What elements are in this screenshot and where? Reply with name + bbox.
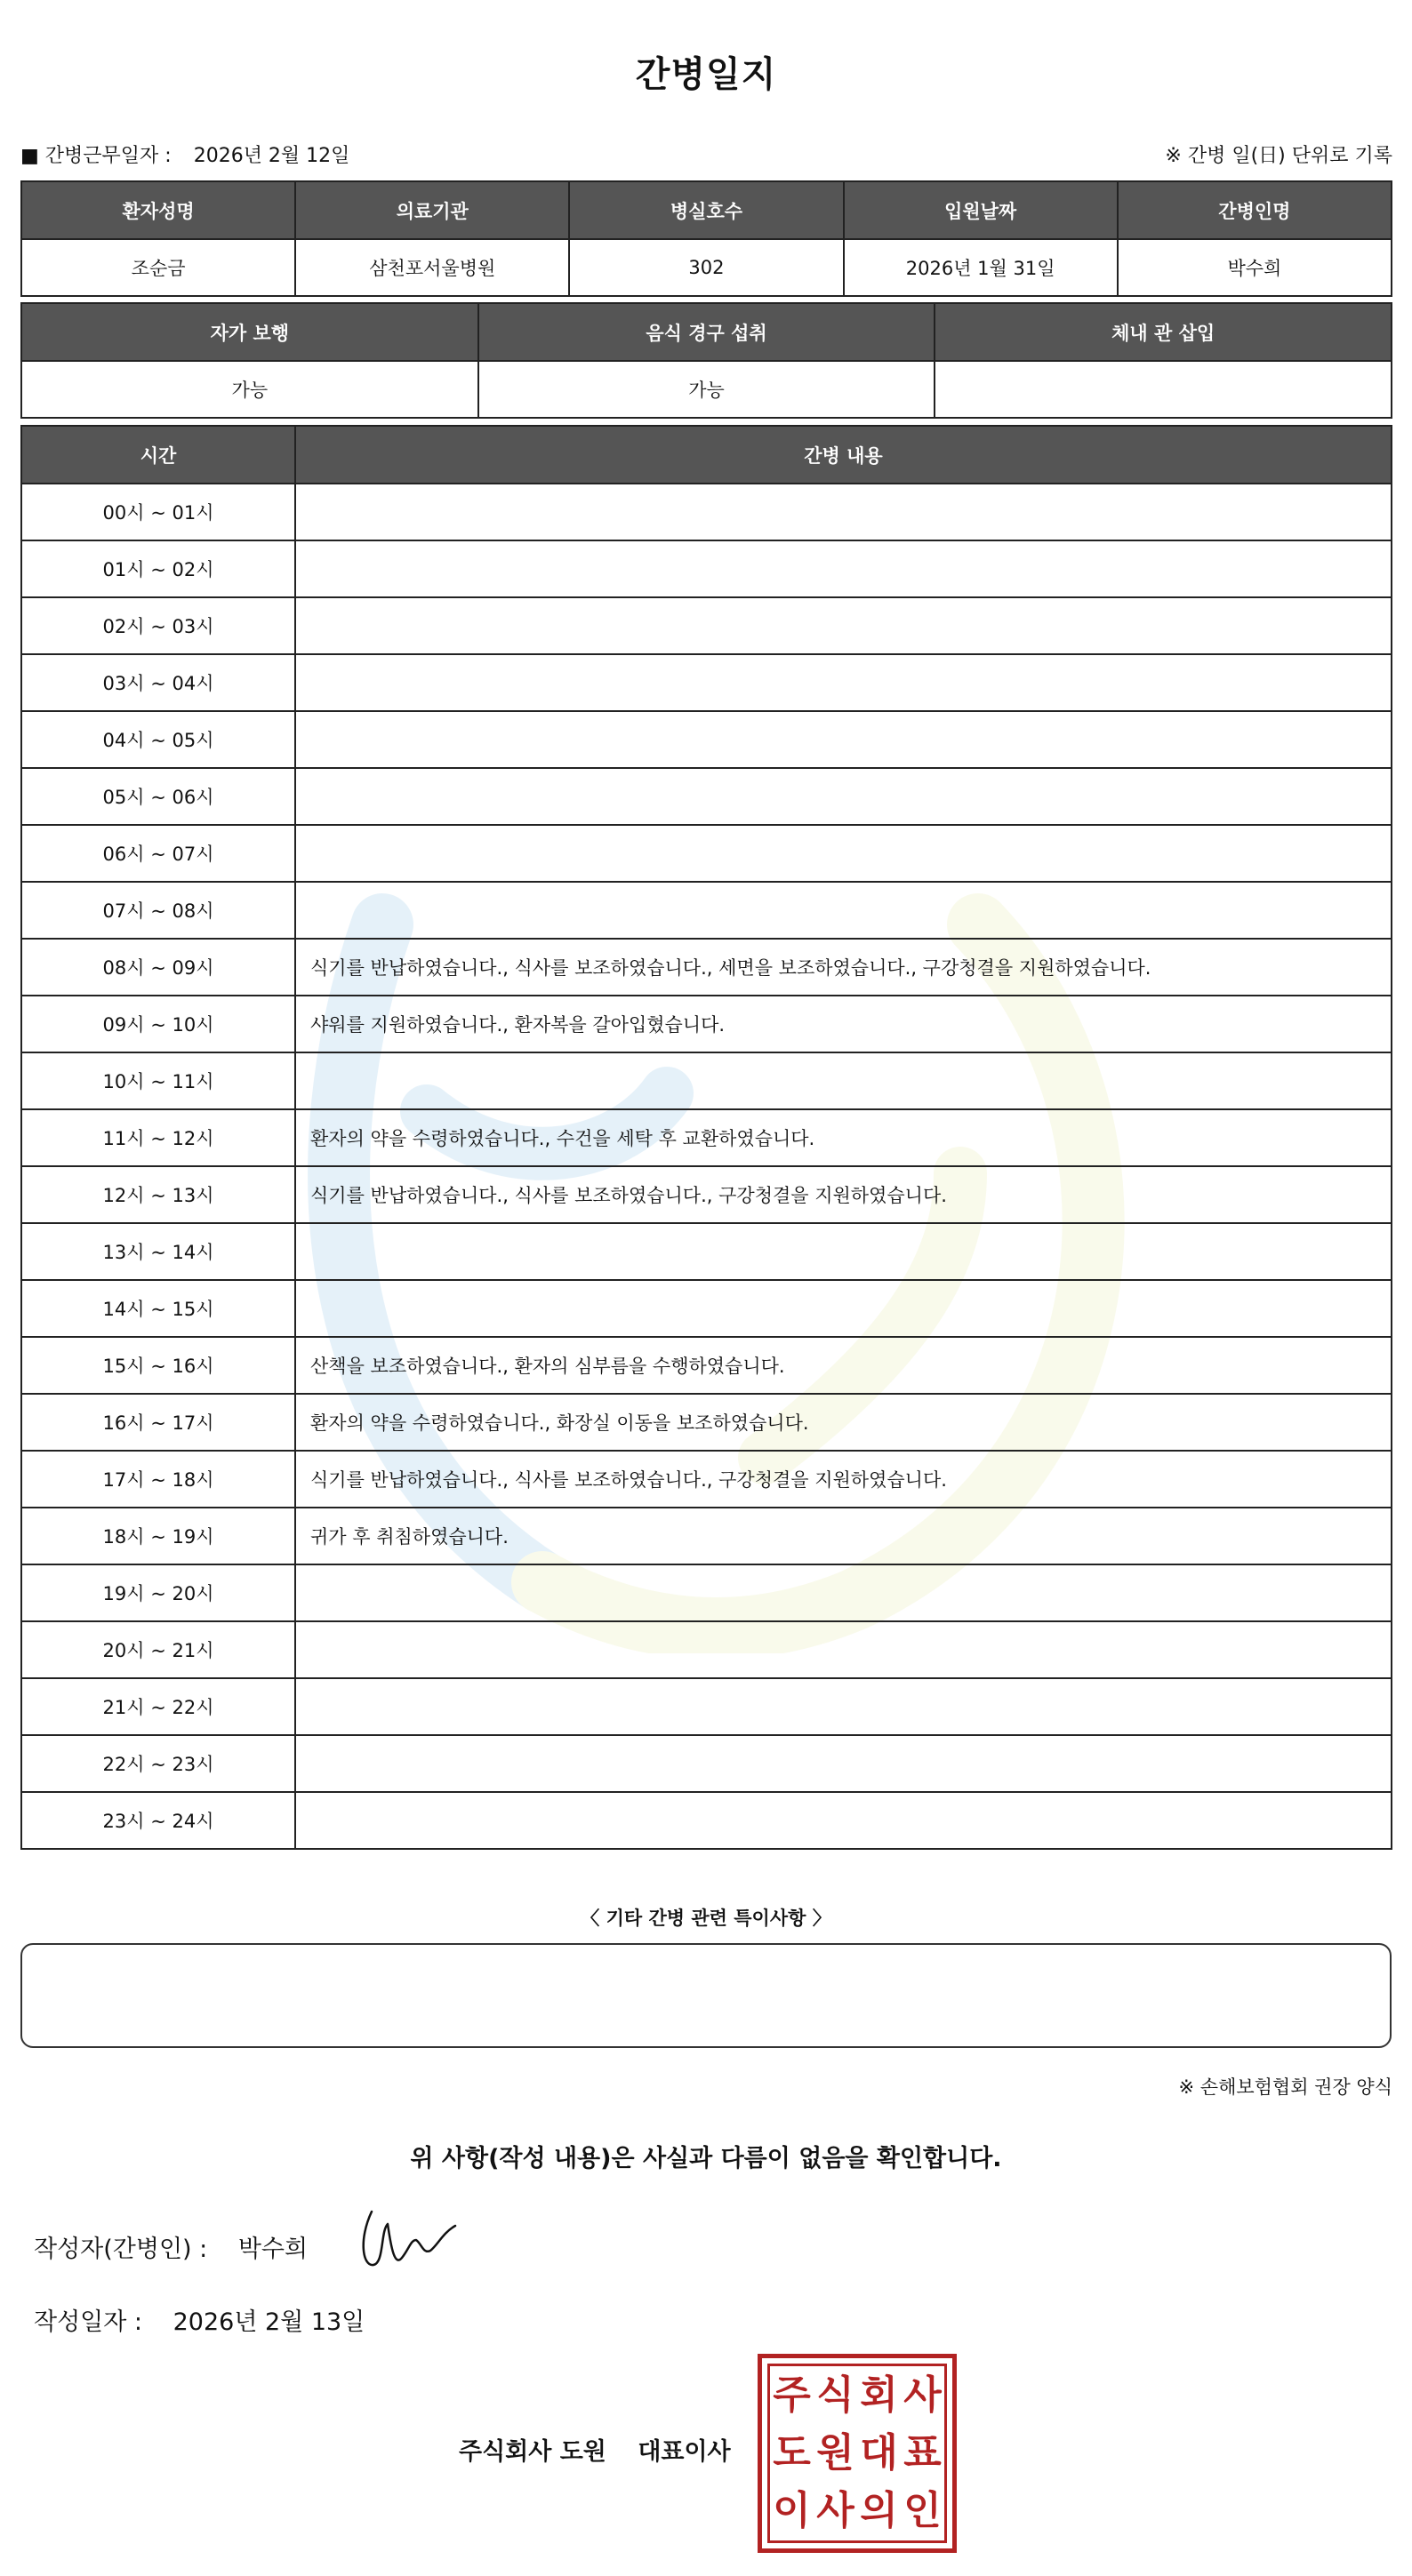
header-walking: 자가 보행 [21,303,478,361]
header-room: 병실호수 [569,181,843,239]
log-content [295,825,1392,882]
table-row [21,1166,1392,1223]
table-row [21,1223,1392,1280]
log-time: 09시 ~ 10시 [21,996,295,1052]
table-row [21,996,1392,1052]
stamp-char: 주 [773,2372,811,2418]
stamp-char: 회 [860,2372,898,2418]
stamp-char: 표 [903,2429,942,2476]
log-time: 12시 ~ 13시 [21,1166,295,1223]
stamp-char: 사 [816,2488,854,2534]
stamp-char: 이 [773,2488,811,2534]
table-row [21,882,1392,939]
unit-note: ※ 간병 일(日) 단위로 기록 [1165,145,1392,167]
log-content [295,1223,1392,1280]
header-caregiver: 간병인명 [1118,181,1392,239]
log-content: 환자의 약을 수령하였습니다., 수건을 세탁 후 교환하였습니다. [295,1109,1392,1166]
work-date-value: 2026년 2월 12일 [193,145,350,167]
table-row [21,711,1392,768]
log-time: 06시 ~ 07시 [21,825,295,882]
write-date-label: 작성일자 : [34,2308,143,2336]
table-row [21,484,1392,540]
log-time: 18시 ~ 19시 [21,1508,295,1564]
notes-box [20,1943,1392,2048]
table-row [21,1451,1392,1508]
table-row [21,654,1392,711]
log-time: 11시 ~ 12시 [21,1109,295,1166]
table-row [21,1508,1392,1564]
table-row [21,1280,1392,1337]
table-row [21,1109,1392,1166]
table-row [21,597,1392,654]
log-content: 식기를 반납하였습니다., 식사를 보조하였습니다., 구강청결을 지원하였습니다. [295,1166,1392,1223]
log-time: 22시 ~ 23시 [21,1735,295,1792]
log-time: 05시 ~ 06시 [21,768,295,825]
header-hospital: 의료기관 [295,181,569,239]
table-row [21,825,1392,882]
log-time: 03시 ~ 04시 [21,654,295,711]
log-time: 21시 ~ 22시 [21,1678,295,1735]
writer-name: 박수희 [237,2236,309,2263]
table-row [21,540,1392,597]
header-time: 시간 [21,426,295,484]
log-content [295,540,1392,597]
stamp-char: 식 [816,2372,854,2418]
company-name: 주식회사 도원 [459,2438,606,2466]
care-log-table [20,425,1392,1850]
stamp-grid [767,2364,947,2543]
ceo-label: 대표이사 [638,2438,731,2466]
signature [354,2204,461,2276]
log-time: 08시 ~ 09시 [21,939,295,996]
patient-status-table [20,302,1392,419]
table-row [21,1621,1392,1678]
log-time: 15시 ~ 16시 [21,1337,295,1394]
log-content [295,1621,1392,1678]
table-row [21,1735,1392,1792]
stamp-char: 인 [903,2488,942,2534]
patient-info-table [20,180,1392,297]
log-content [295,1678,1392,1735]
table-row [21,939,1392,996]
log-content [295,882,1392,939]
log-content: 귀가 후 취침하였습니다. [295,1508,1392,1564]
log-content: 식기를 반납하였습니다., 식사를 보조하였습니다., 구강청결을 지원하였습니다. [295,1451,1392,1508]
log-time: 00시 ~ 01시 [21,484,295,540]
work-date-label: ■ 간병근무일자 : [20,145,172,167]
log-content [295,711,1392,768]
confirm-statement: 위 사항(작성 내용)은 사실과 다름이 없음을 확인합니다. [410,2145,1002,2172]
log-time: 17시 ~ 18시 [21,1451,295,1508]
oral-intake-value: 가능 [478,361,935,418]
log-content [295,1792,1392,1849]
table-row [21,1337,1392,1394]
table-row [21,1052,1392,1109]
header-oral-intake: 음식 경구 섭취 [478,303,935,361]
header-patient-name: 환자성명 [21,181,295,239]
stamp-char: 사 [903,2372,942,2418]
log-content: 산책을 보조하였습니다., 환자의 심부름을 수행하였습니다. [295,1337,1392,1394]
hospital-name: 삼천포서울병원 [295,239,569,296]
notes-content [22,1945,1390,1970]
header-admission-date: 입원날짜 [844,181,1118,239]
notes-title: 〈 기타 간병 관련 특이사항 〉 [581,1908,831,1929]
stamp-char: 원 [816,2429,854,2476]
log-content [295,1052,1392,1109]
log-time: 04시 ~ 05시 [21,711,295,768]
tube-value [935,361,1392,418]
page-title: 간병일지 [635,54,777,95]
header-care-content: 간병 내용 [295,426,1392,484]
log-content [295,1735,1392,1792]
log-content [295,1564,1392,1621]
log-content [295,484,1392,540]
log-time: 20시 ~ 21시 [21,1621,295,1678]
log-time: 07시 ~ 08시 [21,882,295,939]
log-time: 10시 ~ 11시 [21,1052,295,1109]
recommend-note: ※ 손해보험협회 권장 양식 [1178,2076,1392,2098]
log-content [295,1280,1392,1337]
caregiver-name: 박수희 [1118,239,1392,296]
log-content: 환자의 약을 수령하였습니다., 화장실 이동을 보조하였습니다. [295,1394,1392,1451]
header-tube: 체내 관 삽입 [935,303,1392,361]
company-row [459,2432,731,2467]
table-row [21,1678,1392,1735]
work-date [20,140,349,168]
stamp-char: 대 [860,2429,898,2476]
writer-label: 작성자(간병인) : [34,2236,208,2263]
log-time: 19시 ~ 20시 [21,1564,295,1621]
table-row [21,1564,1392,1621]
stamp-char: 의 [860,2488,898,2534]
walking-value: 가능 [21,361,478,418]
table-row [21,768,1392,825]
writer-row [34,2229,308,2264]
room-number: 302 [569,239,843,296]
log-content: 식기를 반납하였습니다., 식사를 보조하였습니다., 세면을 보조하였습니다., 구강청결을 지원하였습니다. [295,939,1392,996]
log-time: 02시 ~ 03시 [21,597,295,654]
log-content [295,654,1392,711]
admission-date: 2026년 1월 31일 [844,239,1118,296]
log-content: 샤워를 지원하였습니다., 환자복을 갈아입혔습니다. [295,996,1392,1052]
log-time: 14시 ~ 15시 [21,1280,295,1337]
patient-name: 조순금 [21,239,295,296]
log-time: 13시 ~ 14시 [21,1223,295,1280]
write-date-row [34,2302,365,2337]
write-date-value: 2026년 2월 13일 [172,2308,365,2336]
log-content [295,597,1392,654]
log-time: 01시 ~ 02시 [21,540,295,597]
table-row [21,1394,1392,1451]
stamp-char: 도 [773,2429,811,2476]
log-content [295,768,1392,825]
table-row [21,1792,1392,1849]
company-seal-stamp [758,2354,957,2553]
log-time: 23시 ~ 24시 [21,1792,295,1849]
log-time: 16시 ~ 17시 [21,1394,295,1451]
